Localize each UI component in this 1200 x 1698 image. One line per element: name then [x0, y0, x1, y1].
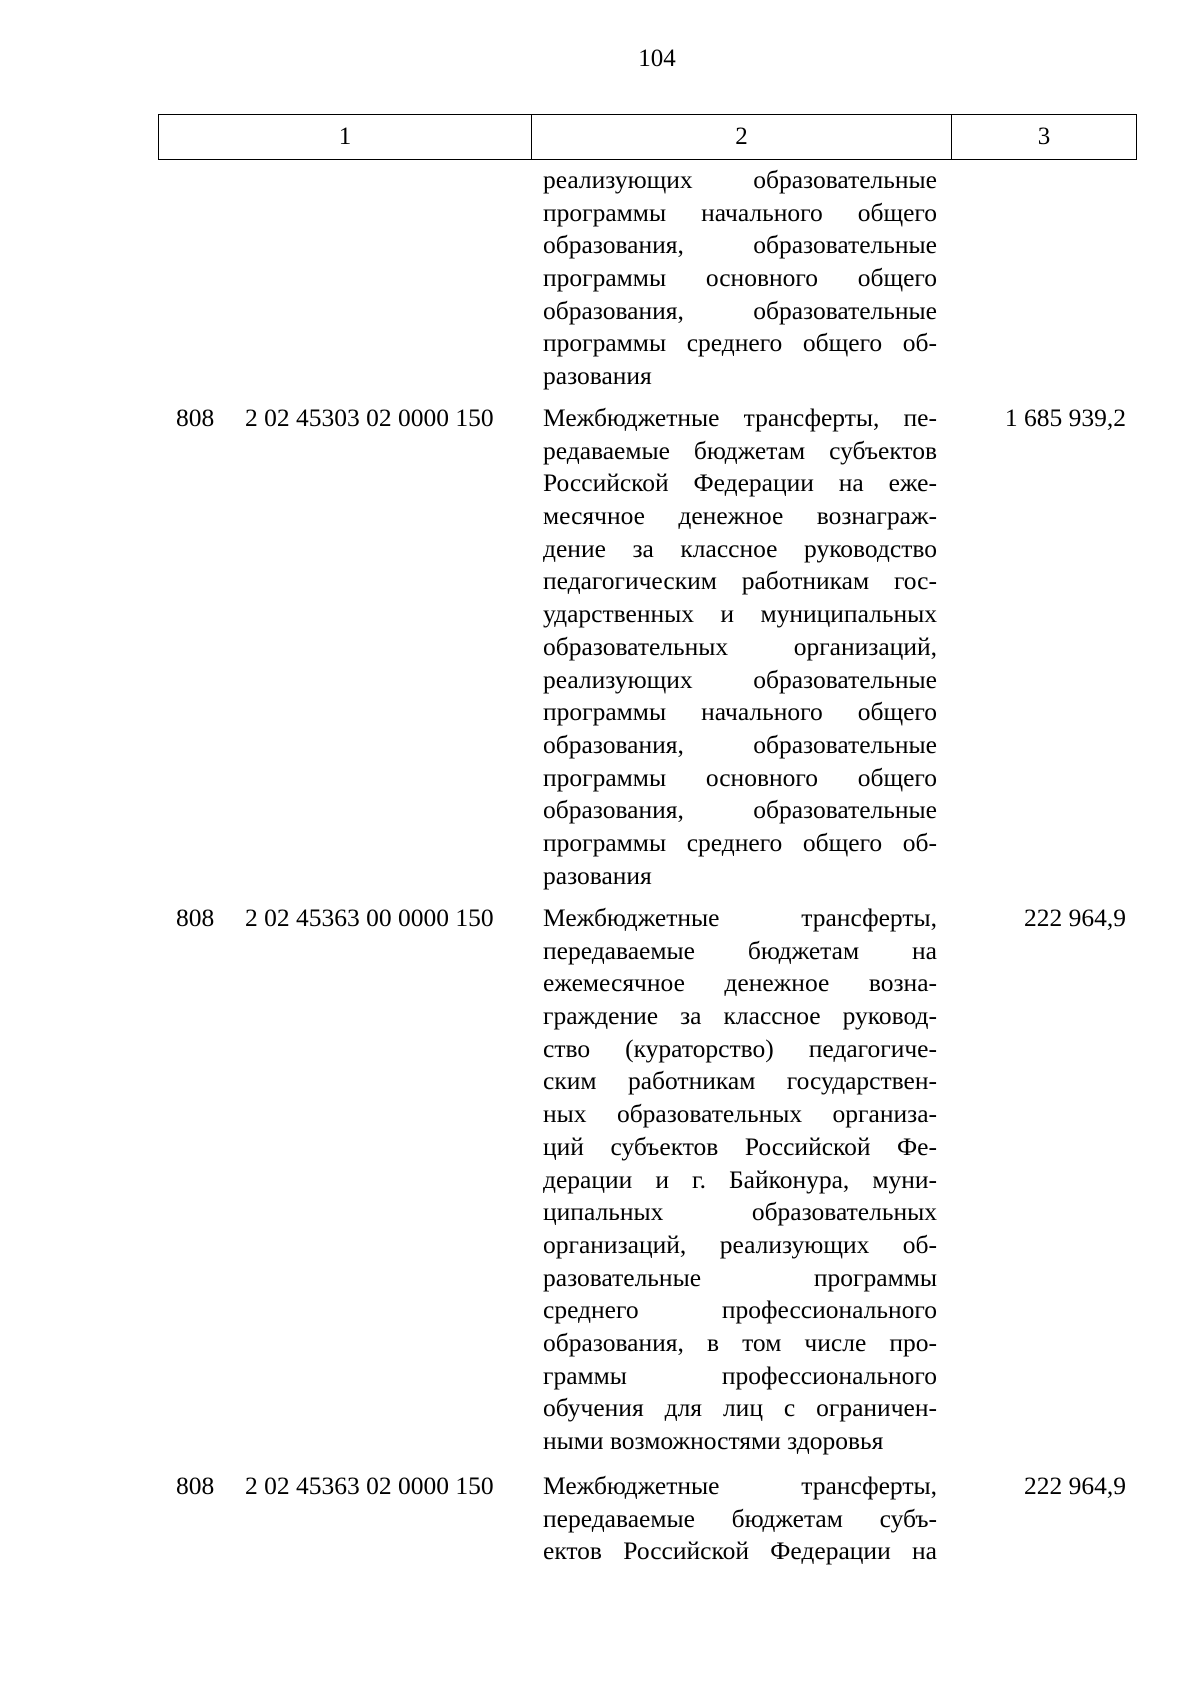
row-code: 808: [176, 903, 215, 932]
row-kbk: 2 02 45363 02 0000 150: [245, 1471, 494, 1500]
description-line: передаваемые бюджетам субъ-: [543, 1503, 937, 1533]
description-line: передаваемые бюджетам на: [543, 935, 937, 965]
description-line: организаций, реализующих об-: [543, 1229, 937, 1259]
description-line: образования, в том числе про-: [543, 1327, 937, 1357]
description-line: программы начального общего: [543, 197, 937, 227]
column-header-3: 3: [952, 115, 1137, 160]
description-line: разования: [543, 860, 652, 890]
page-number: 104: [638, 45, 676, 72]
row-kbk: 2 02 45303 02 0000 150: [245, 403, 494, 432]
table-header: [158, 114, 1137, 160]
description-line: обучения для лиц с ограничен-: [543, 1393, 937, 1423]
description-line: реализующих образовательные: [543, 165, 937, 194]
description-line: ных образовательных организа-: [543, 1099, 937, 1129]
description-line: ектов Российской Федерации на: [543, 1536, 937, 1566]
description-line: Российской Федерации на еже-: [543, 468, 937, 498]
description-line: образования, образовательные: [543, 729, 937, 759]
description-line: Межбюджетные трансферты,: [543, 1471, 937, 1500]
description-line: граммы профессионального: [543, 1360, 937, 1390]
description-line: программы среднего общего об-: [543, 827, 937, 857]
row-description: [543, 902, 937, 1458]
description-line: ударственных и муниципальных: [543, 599, 937, 629]
description-line: среднего профессионального: [543, 1295, 937, 1325]
description-line: образования, образовательные: [543, 295, 937, 325]
row-amount: 222 964,9: [1024, 1471, 1126, 1500]
column-header-1: 1: [159, 115, 532, 160]
description-line: образования, образовательные: [543, 795, 937, 825]
description-line: разовательные программы: [543, 1262, 937, 1292]
row-code: 808: [176, 1471, 215, 1500]
description-line: программы среднего общего об-: [543, 328, 937, 358]
description-line: программы основного общего: [543, 263, 937, 293]
description-line: ными возможностями здоровья: [543, 1426, 884, 1455]
description-line: Межбюджетные трансферты, пе-: [543, 403, 937, 432]
description-line: Межбюджетные трансферты,: [543, 903, 937, 932]
description-line: программы начального общего: [543, 697, 937, 727]
description-line: месячное денежное вознаграж-: [543, 501, 937, 531]
description-line: ципальных образовательных: [543, 1197, 937, 1227]
row-kbk: 2 02 45363 00 0000 150: [245, 903, 494, 932]
description-line: ежемесячное денежное возна-: [543, 968, 937, 998]
row-description: [543, 1470, 937, 1568]
description-line: граждение за классное руковод-: [543, 1001, 937, 1031]
description-line: ским работникам государствен-: [543, 1066, 937, 1096]
description-line: ство (кураторство) педагогиче-: [543, 1033, 937, 1063]
description-line: разования: [543, 361, 652, 391]
description-line: ций субъектов Российской Фе-: [543, 1131, 937, 1161]
description-line: программы основного общего: [543, 762, 937, 792]
row-code: 808: [176, 403, 215, 432]
description-line: образовательных организаций,: [543, 631, 937, 661]
description-line: образования, образовательные: [543, 230, 937, 260]
row-description: [543, 402, 937, 892]
column-header-2: 2: [532, 115, 952, 160]
description-line: реализующих образовательные: [543, 664, 937, 694]
row-description: [543, 164, 937, 393]
row-amount: 222 964,9: [1024, 903, 1126, 932]
description-line: дерации и г. Байконура, муни-: [543, 1164, 937, 1194]
row-amount: 1 685 939,2: [1004, 403, 1126, 432]
description-line: педагогическим работникам гос-: [543, 566, 937, 596]
description-line: дение за классное руководство: [543, 533, 937, 563]
description-line: редаваемые бюджетам субъектов: [543, 435, 937, 465]
